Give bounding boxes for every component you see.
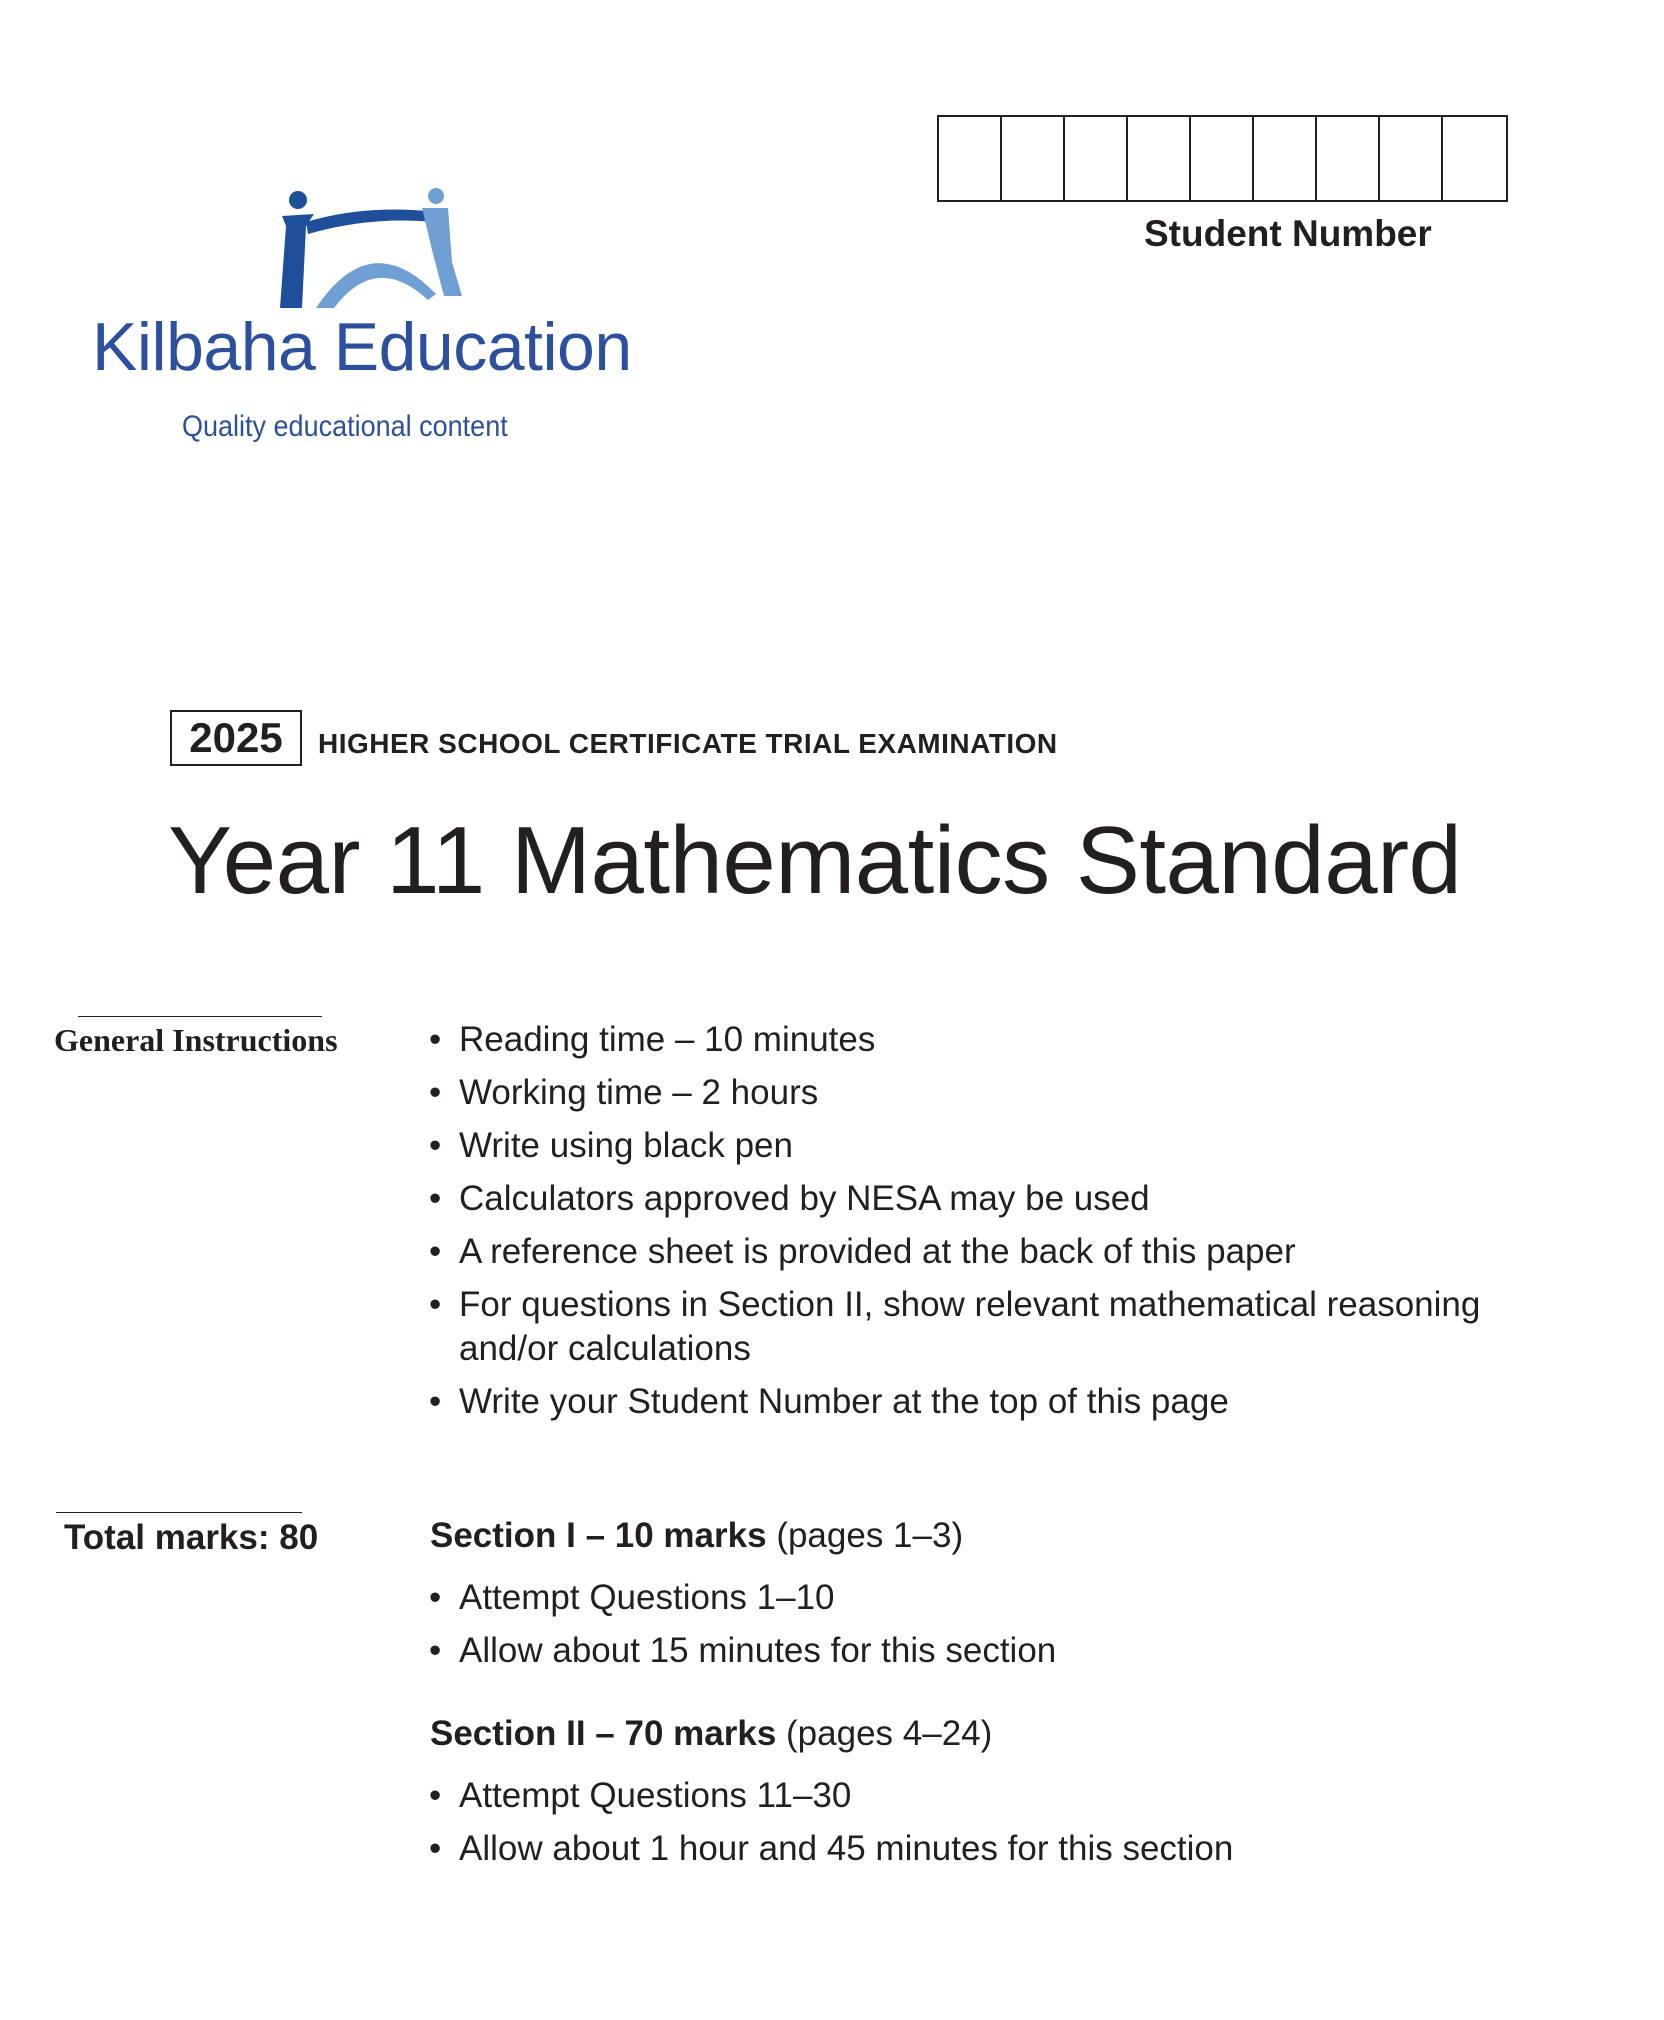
list-item-text: Working time – 2 hours: [459, 1073, 819, 1112]
divider: [78, 1016, 322, 1017]
divider: [56, 1512, 302, 1513]
student-number-label: Student Number: [1144, 213, 1432, 254]
bullet-icon: •: [429, 1232, 442, 1271]
section-title: Section I – 10 marks: [430, 1516, 767, 1555]
list-item-text: Write your Student Number at the top of this page: [459, 1382, 1229, 1421]
kilbaha-logo-icon: [276, 186, 462, 308]
exam-type: HIGHER SCHOOL CERTIFICATE TRIAL EXAMINATION: [318, 728, 1058, 759]
list-item: [429, 1230, 1559, 1274]
list-item: [429, 1124, 1559, 1168]
list-item: [429, 1629, 1056, 1673]
list-item: [429, 1576, 1056, 1620]
section-2-heading: [430, 1714, 992, 1754]
general-instructions-heading: General Instructions: [54, 1022, 338, 1058]
exam-title: Year 11 Mathematics Standard: [168, 807, 1462, 914]
bullet-icon: •: [429, 1073, 442, 1112]
bullet-icon: •: [429, 1829, 442, 1868]
student-number-digit-box[interactable]: [1317, 117, 1380, 200]
list-item-text: Attempt Questions 11–30: [459, 1776, 852, 1815]
bullet-icon: •: [429, 1776, 442, 1815]
section-pages: (pages 1–3): [776, 1516, 964, 1555]
student-number-digit-box[interactable]: [1443, 117, 1506, 200]
list-item: [429, 1018, 1559, 1062]
bullet-icon: •: [429, 1020, 442, 1059]
list-item: [429, 1827, 1233, 1871]
list-item-text: Write using black pen: [459, 1126, 793, 1165]
student-number-digit-box[interactable]: [1380, 117, 1443, 200]
section-2-list: [429, 1774, 1233, 1880]
section-title: Section II – 70 marks: [430, 1714, 777, 1753]
bullet-icon: •: [429, 1631, 442, 1670]
brand-name: Kilbaha Education: [92, 309, 632, 385]
student-number-digit-box[interactable]: [1254, 117, 1317, 200]
list-item: [429, 1283, 1559, 1371]
list-item-text: A reference sheet is provided at the back of this paper: [459, 1232, 1296, 1271]
student-number-digit-box[interactable]: [1065, 117, 1128, 200]
brand-tagline: Quality educational content: [182, 410, 508, 443]
list-item-text: Reading time – 10 minutes: [459, 1020, 876, 1059]
student-number-boxes[interactable]: [937, 115, 1508, 202]
section-1-heading: [430, 1516, 963, 1556]
list-item-text: For questions in Section II, show relevant mathematical reasoning and/or calculations: [459, 1285, 1481, 1368]
bullet-icon: •: [429, 1578, 442, 1617]
list-item-text: Allow about 15 minutes for this section: [459, 1631, 1057, 1670]
student-number-digit-box[interactable]: [1128, 117, 1191, 200]
student-number-digit-box[interactable]: [1002, 117, 1065, 200]
section-1-list: [429, 1576, 1056, 1682]
list-item-text: Attempt Questions 1–10: [459, 1578, 835, 1617]
bullet-icon: •: [429, 1126, 442, 1165]
list-item-text: Calculators approved by NESA may be used: [459, 1179, 1150, 1218]
total-marks-heading: Total marks: 80: [64, 1518, 319, 1557]
list-item: [429, 1071, 1559, 1115]
bullet-icon: •: [429, 1382, 442, 1421]
list-item: [429, 1380, 1559, 1424]
student-number-digit-box[interactable]: [939, 117, 1002, 200]
bullet-icon: •: [429, 1179, 442, 1218]
section-pages: (pages 4–24): [786, 1714, 993, 1753]
list-item: [429, 1774, 1233, 1818]
list-item: [429, 1177, 1559, 1221]
list-item-text: Allow about 1 hour and 45 minutes for this section: [459, 1829, 1234, 1868]
general-instructions-list: [429, 1018, 1559, 1433]
bullet-icon: •: [429, 1285, 442, 1324]
student-number-digit-box[interactable]: [1191, 117, 1254, 200]
exam-year: 2025: [170, 710, 302, 766]
